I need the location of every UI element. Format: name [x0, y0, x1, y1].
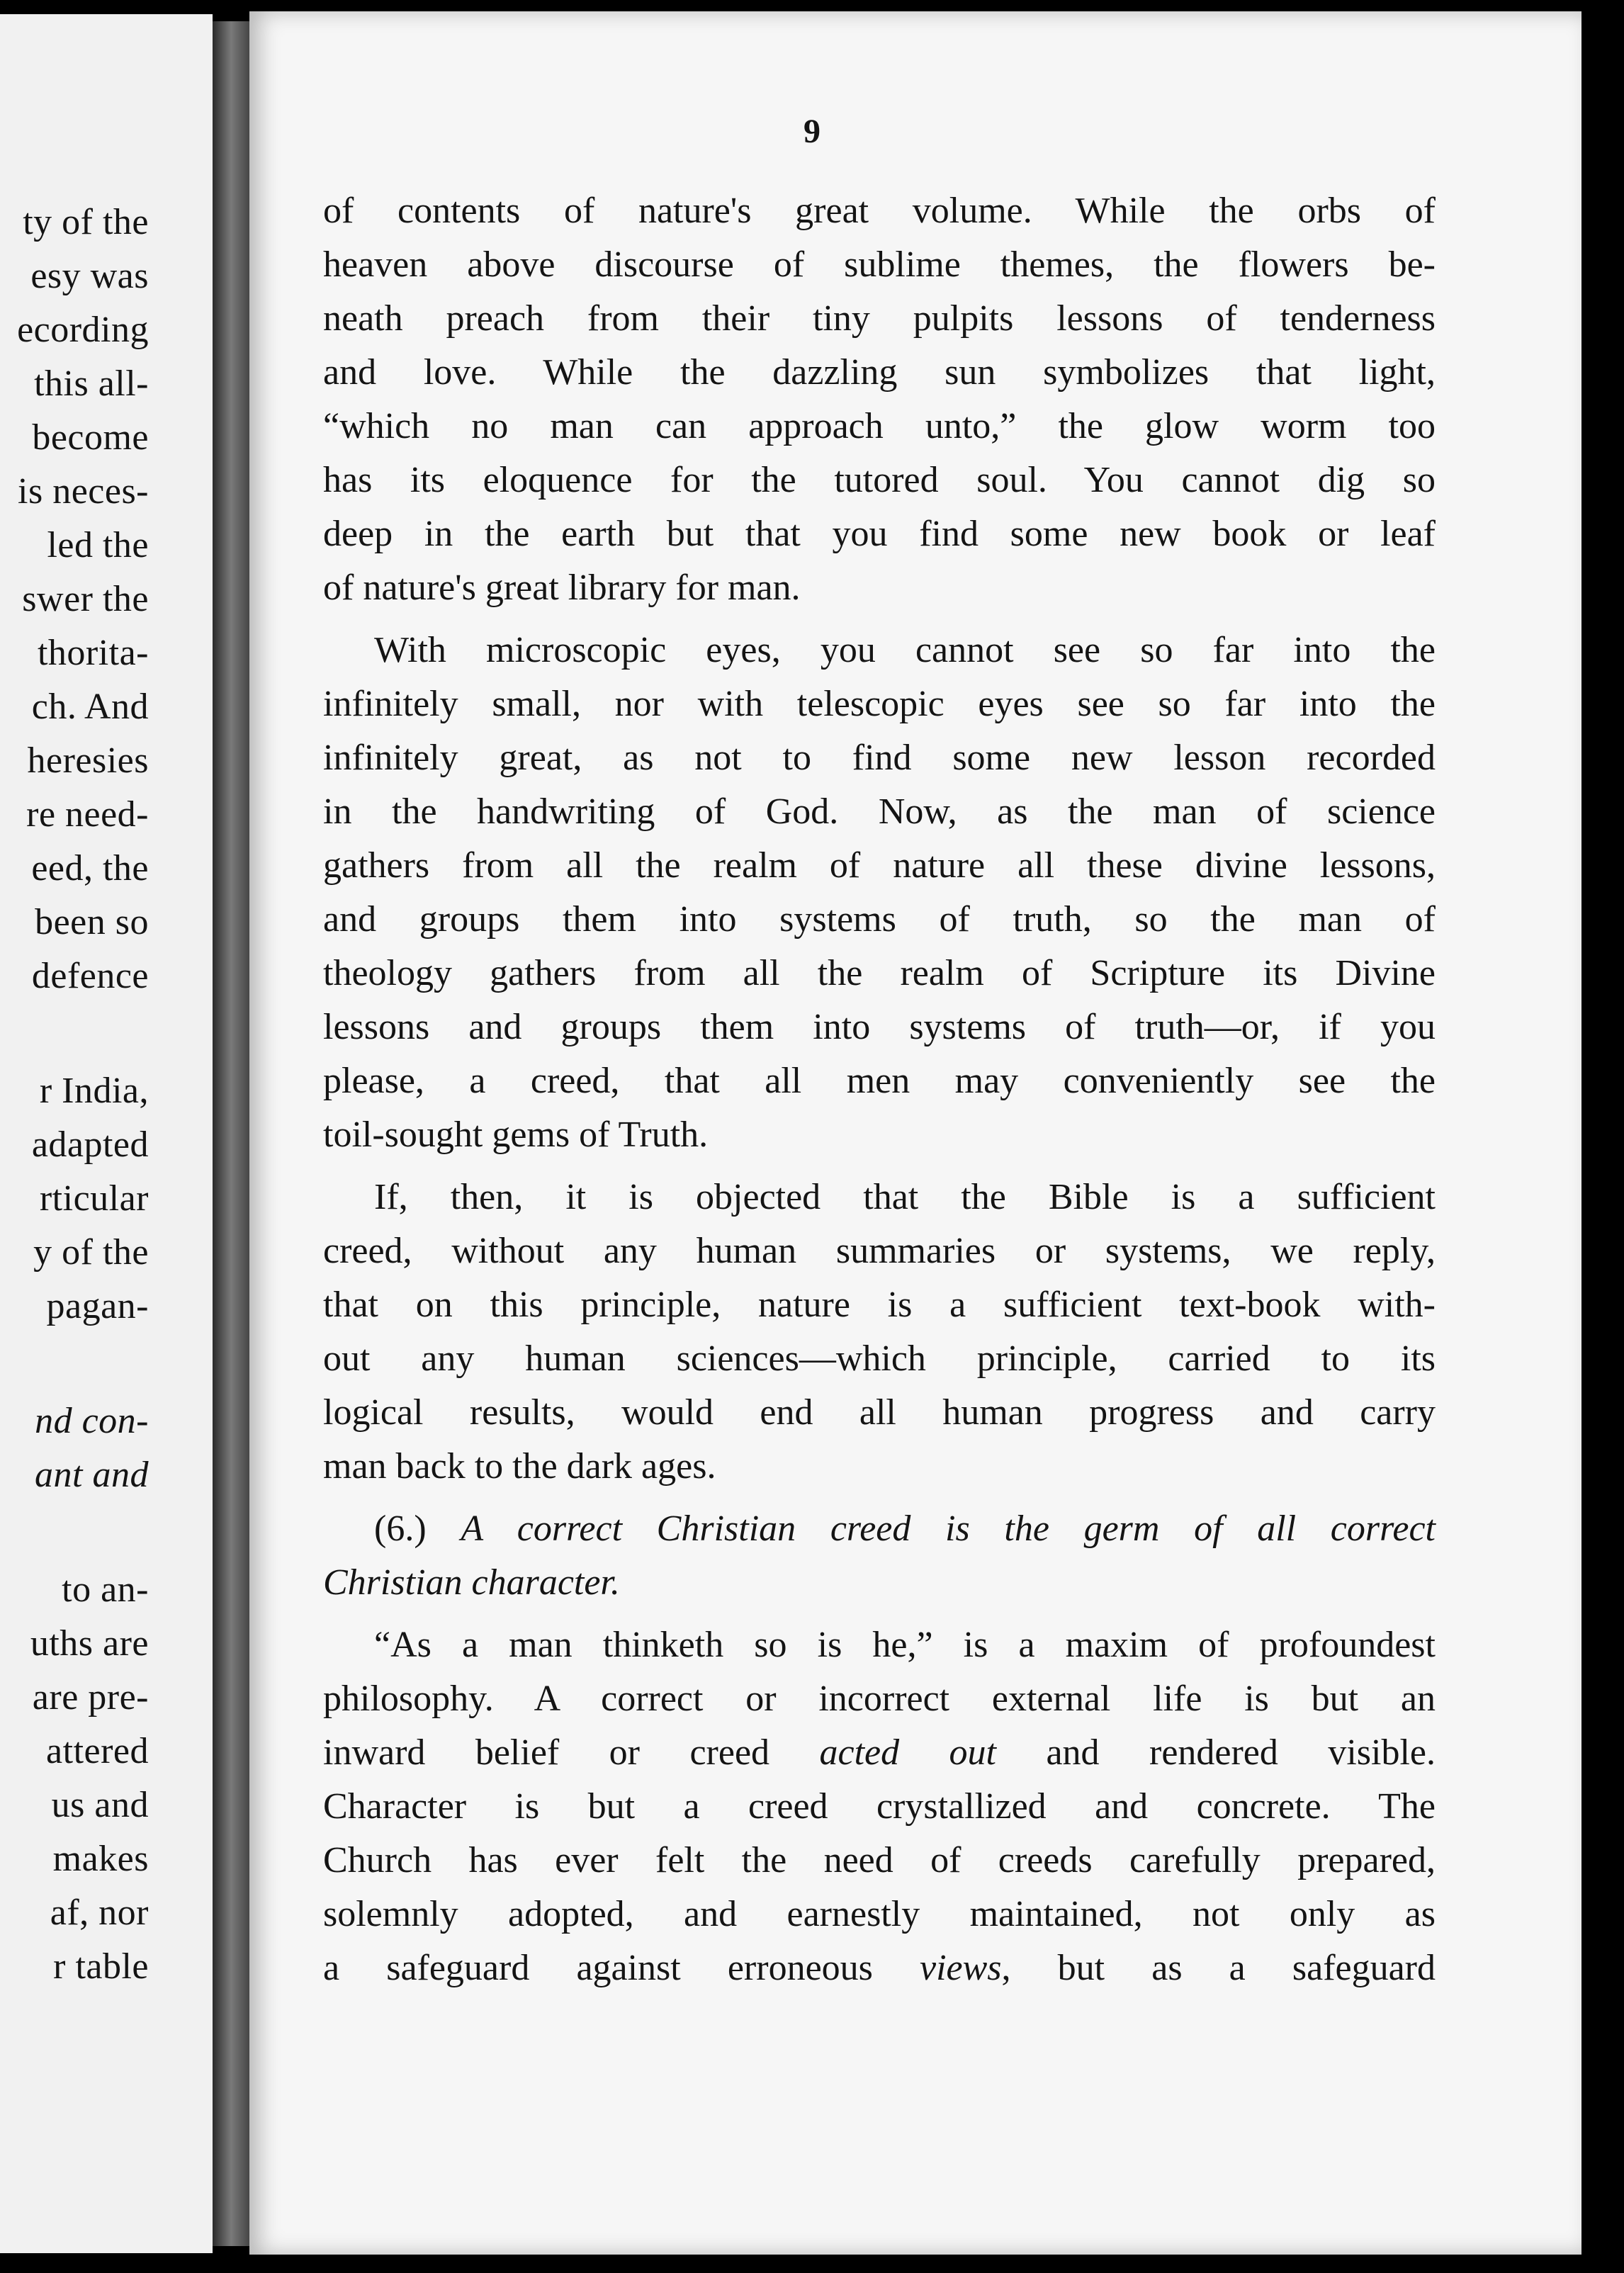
left-page-line: ty of the: [23, 202, 149, 242]
section-heading-text: Christian character.: [323, 1562, 620, 1603]
body-line: “which no man can approach unto,” the glow worm too: [323, 406, 1436, 446]
text-run: and rendered visible.: [996, 1732, 1436, 1773]
left-page-line: af, nor: [50, 1893, 149, 1933]
body-line: creed, without any human summaries or systems, we reply,: [323, 1231, 1436, 1271]
body-line: solemnly adopted, and earnestly maintained, not only as: [323, 1894, 1436, 1934]
body-line: lessons and groups them into systems of truth—or, if you: [323, 1007, 1436, 1047]
left-page-line: swer the: [22, 579, 149, 619]
left-page-line: ch. And: [31, 687, 149, 727]
page-number: 9: [803, 113, 821, 150]
body-line: of nature's great library for man.: [323, 568, 801, 608]
body-line: deep in the earth but that you find some new book or leaf: [323, 514, 1436, 554]
body-line: and love. While the dazzling sun symbolizes that light,: [323, 352, 1436, 393]
left-page-line: re need-: [26, 794, 149, 835]
left-page-line: adapted: [31, 1124, 149, 1165]
italic-phrase: views: [920, 1948, 1002, 1988]
left-page-line: ecording: [17, 310, 149, 350]
left-page-line: attered: [46, 1731, 149, 1771]
body-line: “As a man thinketh so is he,” is a maxim of profoundest: [374, 1625, 1436, 1665]
left-page-line: been so: [35, 902, 149, 942]
left-page-line: esy was: [30, 256, 149, 296]
body-line: logical results, would end all human progress and carry: [323, 1392, 1436, 1433]
text-run: a safeguard against erroneous: [323, 1948, 920, 1988]
left-page-line: rticular: [39, 1178, 149, 1219]
body-line: in the handwriting of God. Now, as the man of science: [323, 791, 1436, 832]
left-page-line: are pre-: [32, 1677, 149, 1718]
body-line: [323, 1950, 1436, 1987]
left-page-line: this all-: [34, 363, 149, 404]
left-page-line: y of the: [33, 1232, 149, 1273]
body-line: please, a creed, that all men may conveniently see the: [323, 1061, 1436, 1101]
left-page-line: defence: [31, 956, 149, 996]
body-line: has its eloquence for the tutored soul. You cannot dig so: [323, 460, 1436, 500]
left-page-line: eed, the: [31, 848, 149, 889]
body-line: of contents of nature's great volume. While the orbs of: [323, 191, 1436, 231]
book-gutter: [213, 21, 254, 2246]
body-line: man back to the dark ages.: [323, 1446, 716, 1487]
left-page-line: become: [32, 417, 149, 458]
section-number: (6.): [374, 1508, 427, 1549]
left-page-line: led the: [47, 525, 149, 565]
body-line: [323, 1732, 1436, 1773]
body-line: philosophy. A correct or incorrect external life is but an: [323, 1679, 1436, 1719]
left-page-line: r India,: [39, 1071, 149, 1111]
section-heading-text: A correct Christian creed is the germ of all correct: [461, 1508, 1436, 1549]
body-line: With microscopic eyes, you cannot see so far into the: [374, 630, 1436, 670]
body-line: toil-sought gems of Truth.: [323, 1115, 709, 1155]
section-heading: [323, 1508, 1436, 1549]
body-line: and groups them into systems of truth, so the man of: [323, 899, 1436, 940]
italic-phrase: acted out: [819, 1732, 996, 1773]
left-page-line: nd con-: [35, 1401, 149, 1441]
text-run: inward belief or creed: [323, 1732, 820, 1773]
left-page-line: makes: [52, 1839, 149, 1879]
body-line: infinitely small, nor with telescopic eyes see so far into the: [323, 684, 1436, 724]
body-line: Church has ever felt the need of creeds carefully prepared,: [323, 1840, 1436, 1880]
left-page-line: uths are: [30, 1623, 149, 1664]
body-line: gathers from all the realm of nature all these divine lessons,: [323, 845, 1436, 886]
left-page-line: ant and: [35, 1455, 149, 1495]
left-page-line: to an-: [62, 1569, 149, 1610]
left-page-line: r table: [53, 1946, 149, 1987]
left-page-line: us and: [51, 1785, 149, 1825]
previous-page-edge: [0, 14, 213, 2253]
left-page-line: thorita-: [37, 633, 149, 673]
body-line: that on this principle, nature is a sufficient text-book with-: [323, 1285, 1436, 1325]
body-line: If, then, it is objected that the Bible is a sufficient: [374, 1177, 1436, 1217]
left-page-line: is neces-: [18, 471, 149, 512]
body-line: Character is but a creed crystallized and concrete. The: [323, 1786, 1436, 1827]
body-line: theology gathers from all the realm of Scripture its Divine: [323, 953, 1436, 993]
left-page-line: heresies: [27, 740, 149, 781]
body-line: heaven above discourse of sublime themes, the flowers be-: [323, 244, 1436, 285]
left-page-line: pagan-: [46, 1286, 149, 1326]
body-line: neath preach from their tiny pulpits lessons of tenderness: [323, 298, 1436, 339]
body-line: out any human sciences—which principle, carried to its: [323, 1338, 1436, 1379]
body-line: infinitely great, as not to find some new lesson recorded: [323, 738, 1436, 778]
text-run: , but as a safeguard: [1001, 1948, 1436, 1988]
